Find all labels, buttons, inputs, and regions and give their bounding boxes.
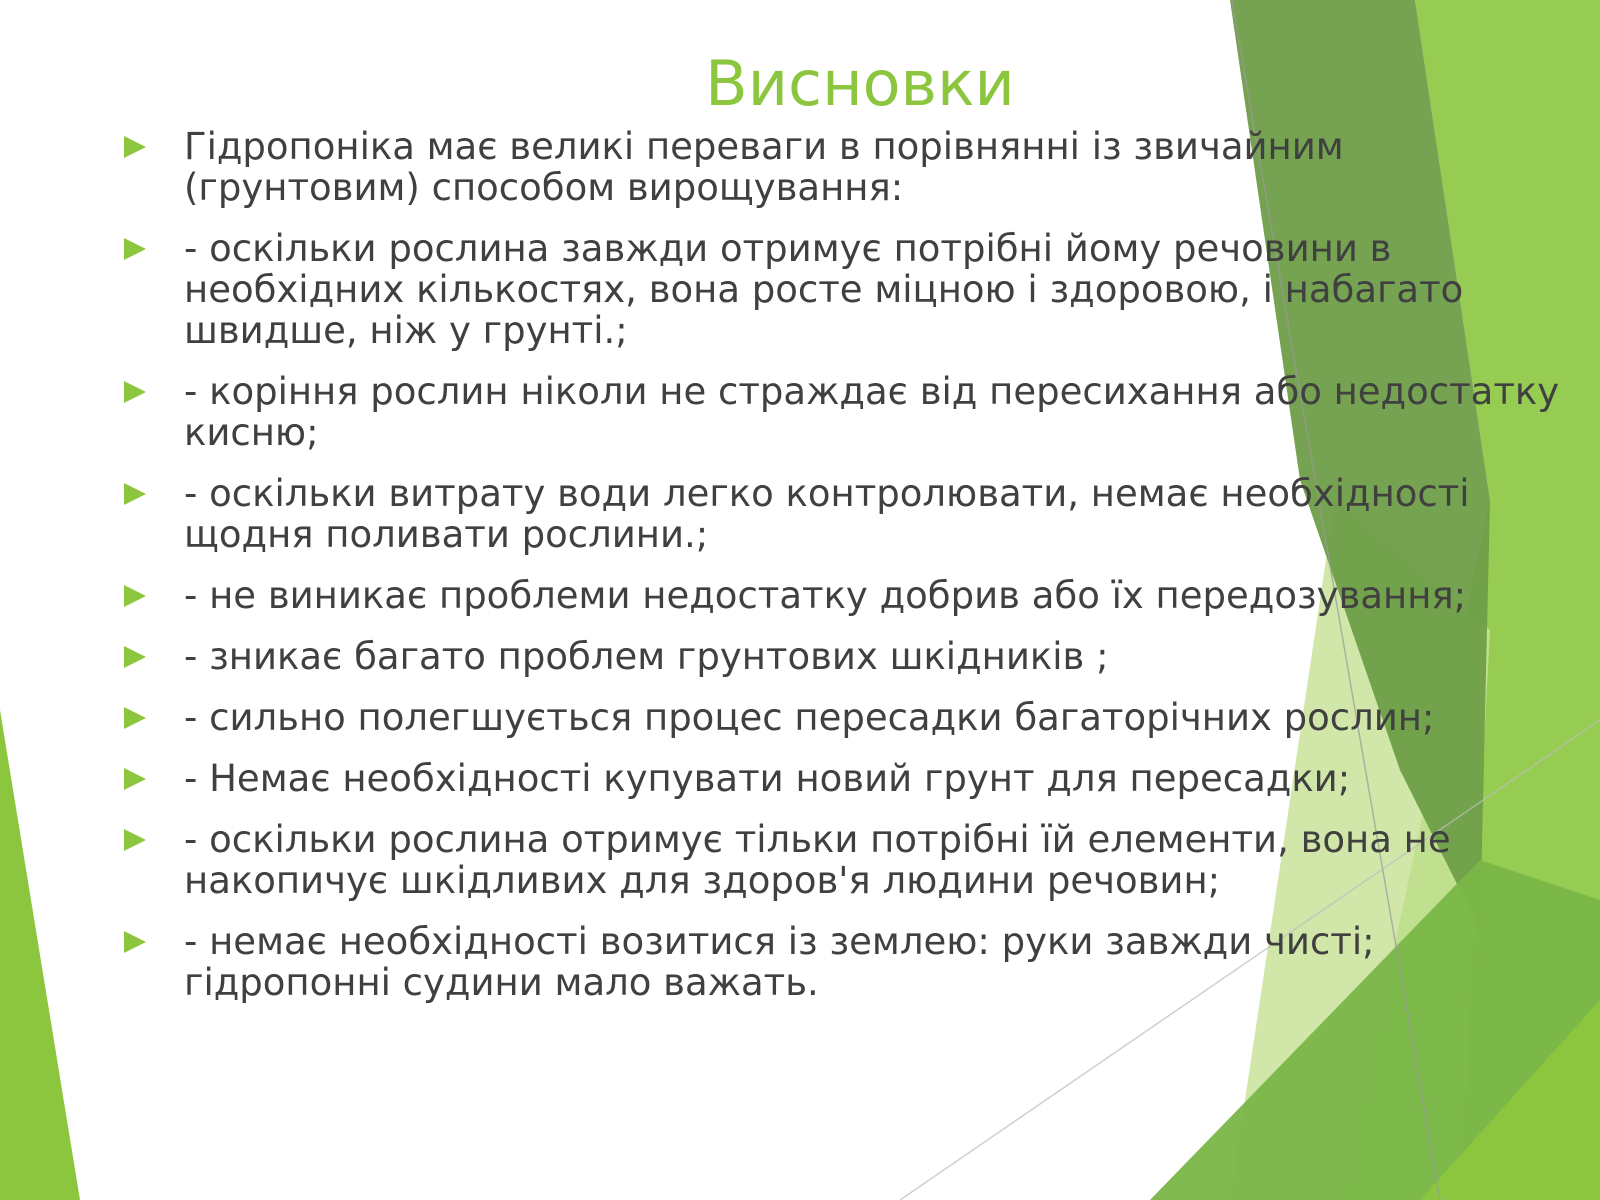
list-item — [124, 697, 1564, 738]
conclusions-list — [124, 126, 1564, 1003]
list-item-text: - не виникає проблеми недостатку добрив або їх передозування; — [184, 574, 1467, 617]
slide-title: Висновки — [705, 47, 1015, 120]
triangle-bullet-icon — [124, 238, 146, 260]
list-item — [124, 636, 1564, 677]
triangle-bullet-icon — [124, 829, 146, 851]
list-item — [124, 921, 1564, 1003]
triangle-bullet-icon — [124, 585, 146, 607]
triangle-bullet-icon — [124, 931, 146, 953]
list-item — [124, 758, 1564, 799]
list-item-text: - оскільки витрату води легко контролювати, немає необхідності щодня поливати рослини.; — [184, 472, 1470, 556]
list-item-text: - Немає необхідності купувати новий грунт для пересадки; — [184, 757, 1351, 800]
triangle-bullet-icon — [124, 483, 146, 505]
list-item-text: - оскільки рослина отримує тільки потрібні їй елементи, вона не накопичує шкідливих для здоров'я людини речовин; — [184, 818, 1451, 902]
triangle-bullet-icon — [124, 707, 146, 729]
list-item-text: - зникає багато проблем грунтових шкідників ; — [184, 635, 1109, 678]
triangle-bullet-icon — [124, 646, 146, 668]
list-item — [124, 473, 1564, 555]
list-item — [124, 371, 1564, 453]
list-item-text: - оскільки рослина завжди отримує потрібні йому речовини в необхідних кількостях, вона росте міцною і здоровою, і набагато швидше, ніж у грунті.; — [184, 227, 1464, 352]
list-item — [124, 126, 1564, 208]
triangle-bullet-icon — [124, 136, 146, 158]
list-item — [124, 575, 1564, 616]
triangle-bullet-icon — [124, 768, 146, 790]
list-item-text: - немає необхідності возитися із землею: руки завжди чисті; гідропонні судини мало важать. — [184, 920, 1375, 1004]
list-item-text: - сильно полегшується процес пересадки багаторічних рослин; — [184, 696, 1435, 739]
list-item-text: Гідропоніка має великі переваги в порівнянні із звичайним (грунтовим) способом вирощування: — [184, 125, 1344, 209]
decor-left-sliver — [0, 710, 80, 1200]
list-item — [124, 819, 1564, 901]
list-item-text: - коріння рослин ніколи не страждає від пересихання або недостатку кисню; — [184, 370, 1560, 454]
triangle-bullet-icon — [124, 381, 146, 403]
list-item — [124, 228, 1564, 351]
